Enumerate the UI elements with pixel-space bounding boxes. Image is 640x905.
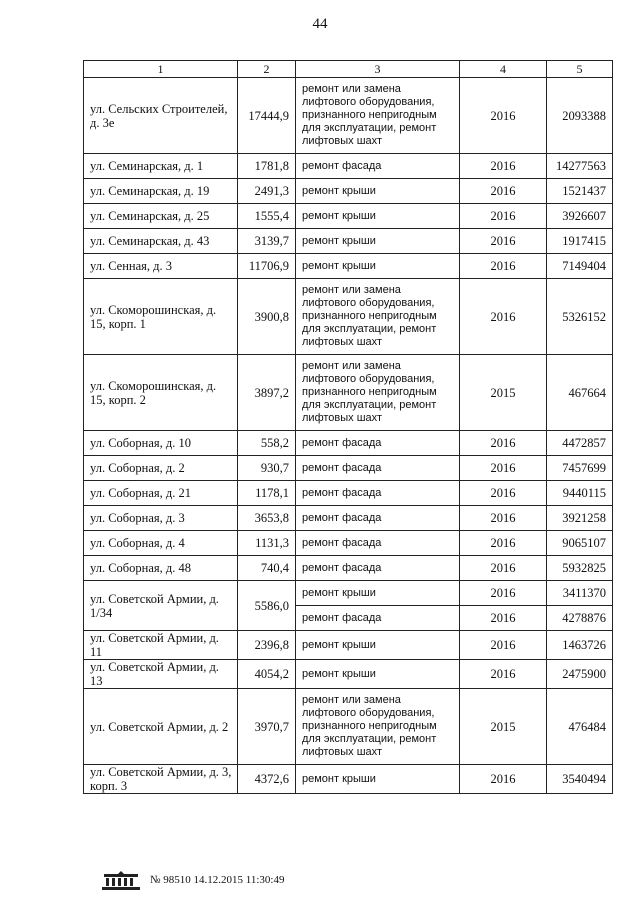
year-cell: 2016 <box>460 78 547 154</box>
work-type-cell: ремонт или замена лифтового оборудования, признанного непригодным для эксплуатации, ремонт лифтовых шахт <box>296 355 460 431</box>
table-header-row <box>84 61 613 78</box>
area-cell: 2396,8 <box>238 631 296 660</box>
area-cell: 2491,3 <box>238 179 296 204</box>
amount-cell: 9065107 <box>547 531 613 556</box>
area-cell: 740,4 <box>238 556 296 581</box>
table-row <box>84 78 613 154</box>
work-type-cell: ремонт крыши <box>296 229 460 254</box>
area-cell: 11706,9 <box>238 254 296 279</box>
table-row <box>84 355 613 431</box>
work-type-cell: ремонт крыши <box>296 254 460 279</box>
address-cell: ул. Сенная, д. 3 <box>84 254 238 279</box>
year-cell: 2016 <box>460 606 547 631</box>
year-cell: 2016 <box>460 279 547 355</box>
address-cell: ул. Соборная, д. 48 <box>84 556 238 581</box>
area-cell: 3139,7 <box>238 229 296 254</box>
table-row <box>84 279 613 355</box>
address-cell: ул. Скоморошинская, д. 15, корп. 1 <box>84 279 238 355</box>
address-cell: ул. Соборная, д. 2 <box>84 456 238 481</box>
table-row <box>84 254 613 279</box>
address-cell: ул. Семинарская, д. 25 <box>84 204 238 229</box>
amount-cell: 9440115 <box>547 481 613 506</box>
work-type-cell: ремонт фасада <box>296 556 460 581</box>
area-cell: 1555,4 <box>238 204 296 229</box>
column-header-2: 2 <box>238 61 296 78</box>
area-cell: 17444,9 <box>238 78 296 154</box>
address-cell: ул. Сельских Строителей, д. 3е <box>84 78 238 154</box>
amount-cell: 14277563 <box>547 154 613 179</box>
year-cell: 2016 <box>460 581 547 606</box>
page-number: 44 <box>312 16 328 32</box>
area-cell: 4372,6 <box>238 765 296 794</box>
amount-cell: 5326152 <box>547 279 613 355</box>
year-cell: 2016 <box>460 531 547 556</box>
area-cell: 1178,1 <box>238 481 296 506</box>
amount-cell: 1917415 <box>547 229 613 254</box>
table-row <box>84 229 613 254</box>
address-cell: ул. Соборная, д. 3 <box>84 506 238 531</box>
amount-cell: 2475900 <box>547 660 613 689</box>
work-type-cell: ремонт крыши <box>296 631 460 660</box>
year-cell: 2016 <box>460 254 547 279</box>
work-type-cell: ремонт фасада <box>296 431 460 456</box>
table-row <box>84 154 613 179</box>
year-cell: 2016 <box>460 431 547 456</box>
area-cell: 3653,8 <box>238 506 296 531</box>
government-building-emblem-icon <box>100 869 142 891</box>
address-cell: ул. Соборная, д. 10 <box>84 431 238 456</box>
table-row <box>84 631 613 660</box>
work-type-cell: ремонт крыши <box>296 581 460 606</box>
column-header-3: 3 <box>296 61 460 78</box>
work-type-cell: ремонт крыши <box>296 765 460 794</box>
year-cell: 2016 <box>460 481 547 506</box>
registration-stamp: № 98510 14.12.2015 11:30:49 <box>150 874 285 886</box>
work-type-cell: ремонт фасада <box>296 456 460 481</box>
work-type-cell: ремонт или замена лифтового оборудования, признанного непригодным для эксплуатации, ремонт лифтовых шахт <box>296 279 460 355</box>
table-row <box>84 179 613 204</box>
address-cell: ул. Советской Армии, д. 3, корп. 3 <box>84 765 238 794</box>
amount-cell: 4278876 <box>547 606 613 631</box>
amount-cell: 3540494 <box>547 765 613 794</box>
table-row <box>84 765 613 794</box>
amount-cell: 5932825 <box>547 556 613 581</box>
amount-cell: 1463726 <box>547 631 613 660</box>
table-row <box>84 431 613 456</box>
amount-cell: 476484 <box>547 689 613 765</box>
table-row <box>84 581 613 606</box>
table-row <box>84 531 613 556</box>
year-cell: 2016 <box>460 204 547 229</box>
area-cell: 3900,8 <box>238 279 296 355</box>
year-cell: 2016 <box>460 556 547 581</box>
work-type-cell: ремонт фасада <box>296 606 460 631</box>
area-cell: 930,7 <box>238 456 296 481</box>
table-row <box>84 204 613 229</box>
amount-cell: 7149404 <box>547 254 613 279</box>
amount-cell: 1521437 <box>547 179 613 204</box>
address-cell: ул. Семинарская, д. 19 <box>84 179 238 204</box>
work-type-cell: ремонт фасада <box>296 506 460 531</box>
address-cell: ул. Советской Армии, д. 1/34 <box>84 581 238 631</box>
area-cell: 3970,7 <box>238 689 296 765</box>
work-type-cell: ремонт или замена лифтового оборудования, признанного непригодным для эксплуатации, ремонт лифтовых шахт <box>296 689 460 765</box>
amount-cell: 4472857 <box>547 431 613 456</box>
document-footer <box>100 868 284 892</box>
address-cell: ул. Соборная, д. 21 <box>84 481 238 506</box>
work-type-cell: ремонт фасада <box>296 154 460 179</box>
column-header-5: 5 <box>547 61 613 78</box>
year-cell: 2016 <box>460 456 547 481</box>
address-cell: ул. Советской Армии, д. 11 <box>84 631 238 660</box>
works-table <box>83 60 613 794</box>
work-type-cell: ремонт крыши <box>296 179 460 204</box>
year-cell: 2016 <box>460 660 547 689</box>
year-cell: 2015 <box>460 689 547 765</box>
amount-cell: 3921258 <box>547 506 613 531</box>
column-header-4: 4 <box>460 61 547 78</box>
year-cell: 2016 <box>460 154 547 179</box>
amount-cell: 7457699 <box>547 456 613 481</box>
amount-cell: 3411370 <box>547 581 613 606</box>
area-cell: 5586,0 <box>238 581 296 631</box>
amount-cell: 2093388 <box>547 78 613 154</box>
area-cell: 3897,2 <box>238 355 296 431</box>
address-cell: ул. Семинарская, д. 43 <box>84 229 238 254</box>
table-row <box>84 481 613 506</box>
area-cell: 1131,3 <box>238 531 296 556</box>
year-cell: 2016 <box>460 229 547 254</box>
year-cell: 2016 <box>460 506 547 531</box>
work-type-cell: ремонт фасада <box>296 481 460 506</box>
work-type-cell: ремонт или замена лифтового оборудования, признанного непригодным для эксплуатации, ремонт лифтовых шахт <box>296 78 460 154</box>
table-body <box>84 78 613 794</box>
address-cell: ул. Советской Армии, д. 13 <box>84 660 238 689</box>
area-cell: 4054,2 <box>238 660 296 689</box>
year-cell: 2016 <box>460 179 547 204</box>
address-cell: ул. Советской Армии, д. 2 <box>84 689 238 765</box>
address-cell: ул. Соборная, д. 4 <box>84 531 238 556</box>
table-row <box>84 456 613 481</box>
table-row <box>84 689 613 765</box>
area-cell: 558,2 <box>238 431 296 456</box>
table-row <box>84 556 613 581</box>
column-header-1: 1 <box>84 61 238 78</box>
area-cell: 1781,8 <box>238 154 296 179</box>
work-type-cell: ремонт крыши <box>296 204 460 229</box>
amount-cell: 3926607 <box>547 204 613 229</box>
table-row <box>84 660 613 689</box>
year-cell: 2016 <box>460 765 547 794</box>
work-type-cell: ремонт фасада <box>296 531 460 556</box>
year-cell: 2015 <box>460 355 547 431</box>
year-cell: 2016 <box>460 631 547 660</box>
address-cell: ул. Семинарская, д. 1 <box>84 154 238 179</box>
amount-cell: 467664 <box>547 355 613 431</box>
table-row <box>84 506 613 531</box>
address-cell: ул. Скоморошинская, д. 15, корп. 2 <box>84 355 238 431</box>
work-type-cell: ремонт крыши <box>296 660 460 689</box>
